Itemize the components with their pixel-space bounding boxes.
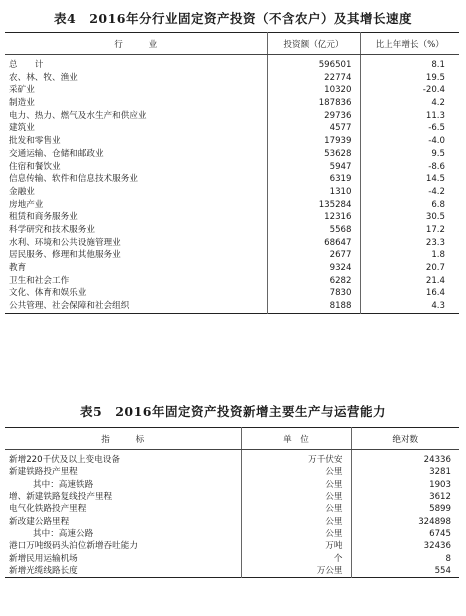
table4-header-row: [5, 33, 459, 55]
industry-name: 教育: [9, 263, 27, 273]
growth-value: 6.8: [360, 199, 459, 212]
investment-value: 68647: [267, 237, 360, 250]
table-row: [5, 479, 459, 491]
table-row: [5, 300, 459, 313]
unit-value: 公里: [241, 491, 351, 503]
investment-value: 9324: [267, 262, 360, 275]
investment-value: 12316: [267, 211, 360, 224]
investment-value: 6319: [267, 173, 360, 186]
indicator-name: 其中：高速铁路: [33, 479, 94, 490]
investment-value: 135284: [267, 199, 360, 212]
growth-value: 14.5: [360, 173, 459, 186]
table-row: [5, 173, 459, 186]
table-row: [5, 249, 459, 262]
unit-value: 公里: [241, 528, 351, 540]
investment-value: 596501: [267, 59, 360, 72]
table-row: [5, 59, 459, 72]
unit-value: 万公里: [241, 565, 351, 578]
growth-value: -20.4: [360, 84, 459, 97]
growth-value: 11.3: [360, 110, 459, 123]
investment-value: 22774: [267, 72, 360, 85]
amount-value: 6745: [351, 528, 459, 540]
growth-value: 4.2: [360, 97, 459, 110]
table-row: [5, 122, 459, 135]
industry-name: 总 计: [9, 60, 44, 70]
table-row: [5, 528, 459, 540]
investment-value: 2677: [267, 249, 360, 262]
table-row: [5, 97, 459, 110]
industry-header: 行 业: [5, 33, 267, 55]
investment-value: 8188: [267, 300, 360, 313]
table-row: [5, 237, 459, 250]
indicator-name: 新改建公路里程: [9, 516, 70, 527]
table-row: [5, 186, 459, 199]
unit-value: 公里: [241, 466, 351, 478]
indicator-name: 其中：高速公路: [33, 528, 94, 539]
unit-value: 公里: [241, 516, 351, 528]
growth-value: 9.5: [360, 148, 459, 161]
table-row: [5, 199, 459, 212]
unit-value: 万千伏安: [241, 454, 351, 466]
amount-header: 绝对数: [351, 428, 459, 450]
amount-value: 324898: [351, 516, 459, 528]
unit-header: 单 位: [241, 428, 351, 450]
industry-name: 电力、热力、燃气及水生产和供应业: [9, 110, 147, 121]
new-capacity-table: [5, 427, 459, 578]
growth-value: 23.3: [360, 237, 459, 250]
amount-value: 3281: [351, 466, 459, 478]
growth-value: 30.5: [360, 211, 459, 224]
indicator-name: 新增民用运输机场: [9, 553, 78, 564]
industry-name: 批发和零售业: [9, 136, 61, 147]
industry-name: 房地产业: [9, 199, 44, 210]
indicator-name: 新增220千伏及以上变电设备: [9, 455, 120, 465]
industry-name: 信息传输、软件和信息技术服务业: [9, 174, 138, 185]
industry-name: 水利、环境和公共设施管理业: [9, 237, 121, 248]
amount-value: 1903: [351, 479, 459, 491]
investment-value: 7830: [267, 287, 360, 300]
industry-name: 文化、体育和娱乐业: [9, 288, 87, 299]
table-row: [5, 135, 459, 148]
unit-value: 公里: [241, 503, 351, 515]
table-row: [5, 553, 459, 565]
table-row: [5, 491, 459, 503]
table-row: [5, 110, 459, 123]
growth-value: -4.2: [360, 186, 459, 199]
investment-value: 10320: [267, 84, 360, 97]
table-row: [5, 466, 459, 478]
investment-value: 6282: [267, 275, 360, 288]
indicator-name: 增、新建铁路复线投产里程: [9, 491, 113, 502]
unit-value: 个: [241, 553, 351, 565]
industry-investment-table: [5, 32, 459, 314]
table-row: [5, 262, 459, 275]
table-row: [5, 287, 459, 300]
table-row: [5, 516, 459, 528]
table-row: [5, 540, 459, 552]
industry-name: 建筑业: [9, 123, 35, 134]
indicator-name: 新增光缆线路长度: [9, 565, 78, 576]
growth-value: 17.2: [360, 224, 459, 237]
table-row: [5, 565, 459, 578]
industry-name: 租赁和商务服务业: [9, 212, 78, 223]
table-row: [5, 161, 459, 174]
industry-name: 农、林、牧、渔业: [9, 72, 78, 83]
growth-header: 比上年增长（%）: [360, 33, 459, 55]
table-row: [5, 84, 459, 97]
table-row: [5, 72, 459, 85]
amount-value: 554: [351, 565, 459, 578]
amount-value: 32436: [351, 540, 459, 552]
industry-name: 制造业: [9, 98, 35, 109]
table5-title: 表5 2016年固定资产投资新增主要生产与运营能力: [80, 404, 386, 419]
table-row: [5, 224, 459, 237]
growth-value: -6.5: [360, 122, 459, 135]
investment-value: 53628: [267, 148, 360, 161]
amount-value: 8: [351, 553, 459, 565]
investment-value: 4577: [267, 122, 360, 135]
table5-header-row: [5, 428, 459, 450]
industry-name: 采矿业: [9, 85, 35, 96]
amount-value: 3612: [351, 491, 459, 503]
table-row: [5, 148, 459, 161]
indicator-name: 新建铁路投产里程: [9, 467, 78, 478]
amount-value: 24336: [351, 454, 459, 466]
investment-value: 1310: [267, 186, 360, 199]
investment-header: 投资额（亿元）: [267, 33, 360, 55]
industry-name: 卫生和社会工作: [9, 275, 70, 286]
industry-name: 金融业: [9, 186, 35, 197]
amount-value: 5899: [351, 503, 459, 515]
growth-value: 8.1: [360, 59, 459, 72]
investment-value: 29736: [267, 110, 360, 123]
table-row: [5, 503, 459, 515]
table-row: [5, 211, 459, 224]
indicator-name: 港口万吨级码头泊位新增吞吐能力: [9, 541, 138, 552]
growth-value: 1.8: [360, 249, 459, 262]
table-row: [5, 454, 459, 466]
growth-value: -8.6: [360, 161, 459, 174]
unit-value: 万吨: [241, 540, 351, 552]
investment-value: 5947: [267, 161, 360, 174]
indicator-name: 电气化铁路投产里程: [9, 504, 87, 515]
investment-value: 187836: [267, 97, 360, 110]
table-row: [5, 275, 459, 288]
industry-name: 居民服务、修理和其他服务业: [9, 250, 121, 261]
industry-name: 公共管理、社会保障和社会组织: [9, 301, 130, 312]
growth-value: 4.3: [360, 300, 459, 313]
industry-name: 住宿和餐饮业: [9, 161, 61, 172]
growth-value: 19.5: [360, 72, 459, 85]
investment-value: 17939: [267, 135, 360, 148]
growth-value: -4.0: [360, 135, 459, 148]
unit-value: 公里: [241, 479, 351, 491]
industry-name: 科学研究和技术服务业: [9, 224, 95, 235]
growth-value: 20.7: [360, 262, 459, 275]
growth-value: 16.4: [360, 287, 459, 300]
indicator-header: 指 标: [5, 428, 241, 450]
table4-title: 表4 2016年分行业固定资产投资（不含农户）及其增长速度: [54, 11, 412, 26]
growth-value: 21.4: [360, 275, 459, 288]
industry-name: 交通运输、仓储和邮政业: [9, 148, 104, 159]
investment-value: 5568: [267, 224, 360, 237]
